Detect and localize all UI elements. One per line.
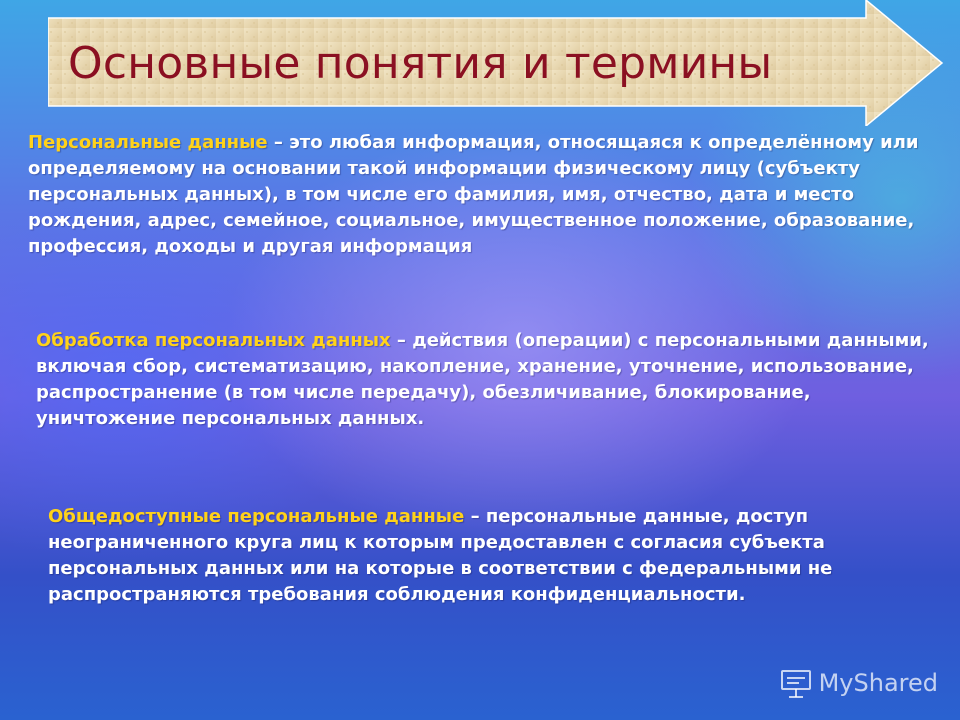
- term-data-processing: Обработка персональных данных: [36, 330, 391, 351]
- definition-data-processing: [36, 328, 936, 432]
- definition-public-data: [48, 504, 928, 608]
- title-banner: [48, 0, 944, 126]
- watermark: [779, 666, 938, 700]
- term-public-data: Общедоступные персональные данные: [48, 506, 465, 527]
- presentation-board-icon: [779, 666, 813, 700]
- definition-text: – это любая информация, относящаяся к определённому или определяемому на основании такой информации физическому лицу (субъекту персональных данных), в том числе его фамилия, имя, отчество, дата и место рождения, адрес, семейное, социальное, имущественное положение, образование, профессия, доходы и другая информация: [28, 132, 919, 257]
- definition-text: – действия (операции) с персональными данными, включая сбор, систематизацию, накопление, хранение, уточнение, использование, распространение (в том числе передачу), обезличивание, блокирование, уничтожение персональных данных.: [36, 330, 929, 429]
- watermark-text: MyShared: [818, 669, 938, 697]
- term-personal-data: Персональные данные: [28, 132, 268, 153]
- definition-personal-data: [28, 130, 938, 260]
- page-title: Основные понятия и термины: [68, 38, 773, 89]
- definition-text: – персональные данные, доступ неограниченного круга лиц к которым предоставлен с согласия субъекта персональных данных или на которые в соответствии с федеральными не распространяются требования соблюдения конфиденциальности.: [48, 506, 833, 605]
